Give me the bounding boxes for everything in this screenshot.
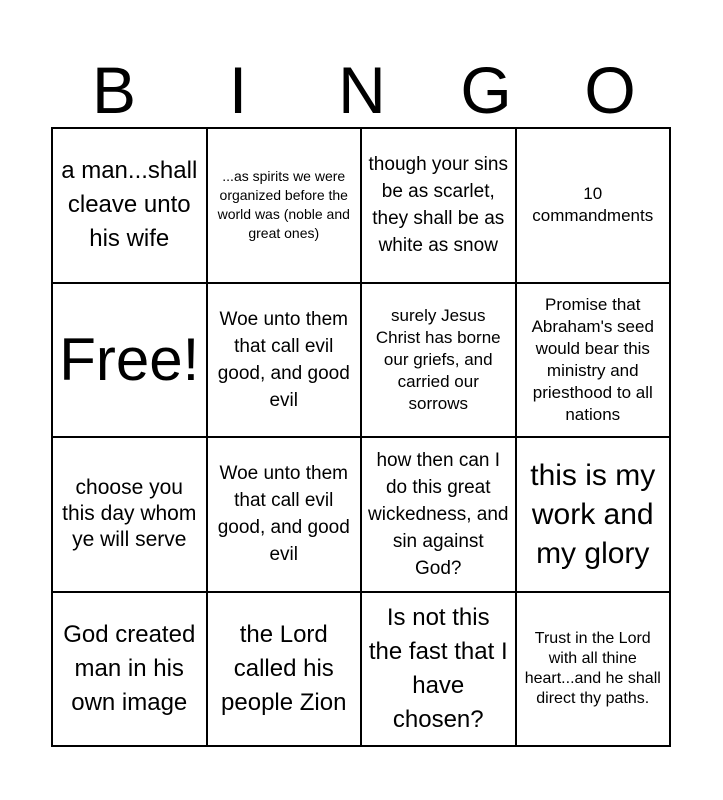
header-letter-o: O xyxy=(584,53,636,127)
cell-text: this is my work and my glory xyxy=(530,458,656,570)
cell-text: 10 commandments xyxy=(532,184,654,226)
cell-text: Trust in the Lord with all thine heart...and he shall direct thy paths. xyxy=(524,629,661,707)
bingo-cell[interactable] xyxy=(516,592,671,747)
cell-text: ...as spirits we were organized before the world was (noble and great ones) xyxy=(217,168,350,242)
cell-text: the Lord called his people Zion xyxy=(221,620,347,716)
header-letter-b: B xyxy=(91,53,137,127)
bingo-cell[interactable] xyxy=(516,128,671,283)
bingo-cell[interactable] xyxy=(52,128,207,283)
cell-text: how then can I do this great wickedness, and sin against God? xyxy=(368,449,509,579)
bingo-cell[interactable] xyxy=(361,592,516,747)
bingo-cell[interactable] xyxy=(52,592,207,747)
header-letter-n: N xyxy=(338,53,386,127)
bingo-cell[interactable] xyxy=(516,283,671,438)
bingo-header xyxy=(52,52,672,128)
cell-text: Is not this the fast that I have chosen? xyxy=(368,603,508,733)
bingo-cell[interactable] xyxy=(361,128,516,283)
bingo-cell[interactable] xyxy=(52,437,207,592)
cell-text: surely Jesus Christ has borne our griefs, and carried our sorrows xyxy=(375,305,501,413)
free-space-cell[interactable] xyxy=(52,283,207,438)
bingo-cell[interactable] xyxy=(516,437,671,592)
bingo-cell[interactable] xyxy=(361,437,516,592)
cell-text: a man...shall cleave unto his wife xyxy=(61,157,198,253)
cell-text: God created man in his own image xyxy=(63,620,196,716)
header-letter-i: I xyxy=(228,53,248,127)
header-letter-g: G xyxy=(460,53,512,127)
bingo-cell[interactable] xyxy=(207,437,362,592)
cell-text: choose you this day whom ye will serve xyxy=(62,476,197,552)
bingo-cell[interactable] xyxy=(207,128,362,283)
bingo-cell[interactable] xyxy=(207,283,362,438)
cell-text: though your sins be as scarlet, they shall be as white as snow xyxy=(368,154,508,257)
free-space-text: Free! xyxy=(59,325,200,393)
cell-text: Woe unto them that call evil good, and good evil xyxy=(217,463,350,566)
bingo-cell[interactable] xyxy=(361,283,516,438)
cell-text: Woe unto them that call evil good, and good evil xyxy=(217,308,350,411)
bingo-cell[interactable] xyxy=(207,592,362,747)
cell-text: Promise that Abraham's seed would bear this ministry and priesthood to all nations xyxy=(531,294,654,424)
bingo-card-grid xyxy=(51,127,671,747)
